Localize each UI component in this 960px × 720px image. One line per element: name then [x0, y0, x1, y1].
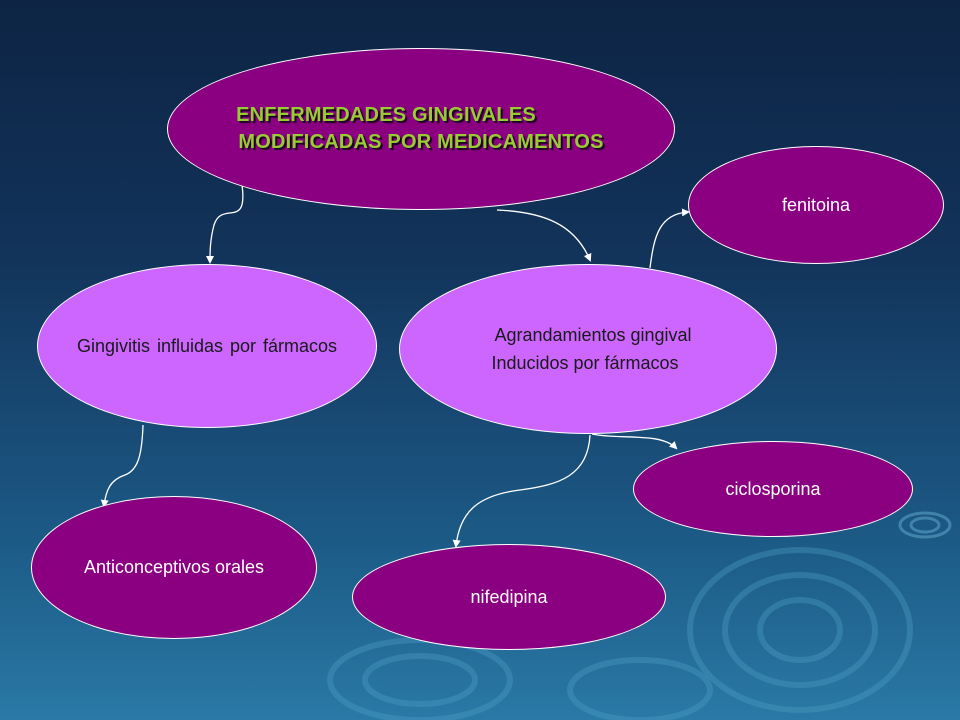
connector-agrandamientos-to-nifedipina [456, 435, 590, 546]
ciclosporina-node [633, 441, 913, 537]
gingivitis-label: Gingivitis influidas por fármacos [76, 335, 338, 356]
connector-agrandamientos-to-ciclosporina [592, 434, 676, 448]
nifedipina-node [352, 544, 666, 650]
connector-gingivitis-to-anticonceptivos [104, 425, 143, 506]
agrandamientos-node [399, 264, 777, 434]
nifedipina-label: nifedipina [470, 586, 548, 607]
connector-title-to-gingivitis [210, 185, 243, 262]
anticonceptivos-node [31, 496, 317, 639]
agrandamientos-line-2: Inducidos por fármacos [491, 353, 679, 373]
agrandamientos-line-1: Agrandamientos gingival [494, 325, 692, 345]
fenitoina-label: fenitoina [781, 194, 851, 215]
connector-title-to-agrandamientos [497, 210, 590, 260]
ciclosporina-label: ciclosporina [725, 478, 821, 499]
title-line-2: MODIFICADAS POR MEDICAMENTOS [238, 131, 604, 153]
agrandamientos-label [484, 321, 691, 377]
title-node [167, 48, 675, 210]
fenitoina-node [688, 146, 944, 264]
anticonceptivos-label: Anticonceptivos orales [83, 557, 265, 577]
gingivitis-node [37, 264, 377, 428]
title-text [238, 102, 603, 156]
title-line-1: ENFERMEDADES GINGIVALES [236, 104, 536, 126]
connector-agrandamientos-to-fenitoina [650, 212, 688, 268]
